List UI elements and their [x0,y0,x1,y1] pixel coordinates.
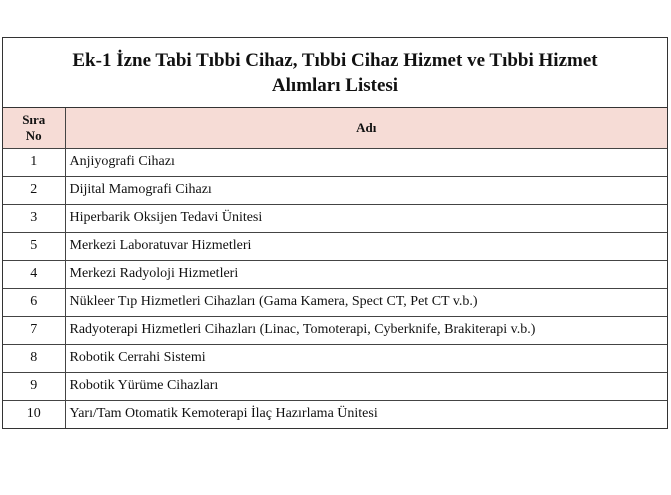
header-sira-label: Sıra [22,111,46,127]
row-number: 5 [3,232,65,260]
table-row [3,316,667,344]
table-row [3,344,667,372]
table-header-row [3,108,667,148]
table-row [3,148,667,176]
document-table-container [2,37,668,429]
row-number: 9 [3,372,65,400]
document-title-line-2: Alımları Listesi [271,74,399,96]
table-row [3,204,667,232]
device-list-table [3,108,667,428]
table-row [3,232,667,260]
row-name: Nükleer Tıp Hizmetleri Cihazları (Gama Kamera, Spect CT, Pet CT v.b.) [65,288,667,316]
row-name: Anjiyografi Cihazı [65,148,667,176]
row-number: 7 [3,316,65,344]
row-name: Hiperbarik Oksijen Tedavi Ünitesi [65,204,667,232]
table-row [3,400,667,428]
header-no-label: No [25,127,42,143]
header-sira-no [3,108,65,148]
row-name: Merkezi Laboratuvar Hizmetleri [65,232,667,260]
header-adi: Adı [65,108,667,148]
row-name: Robotik Yürüme Cihazları [65,372,667,400]
row-number: 4 [3,260,65,288]
row-number: 6 [3,288,65,316]
row-number: 1 [3,148,65,176]
row-name: Radyoterapi Hizmetleri Cihazları (Linac, Tomoterapi, Cyberknife, Brakiterapi v.b.) [65,316,667,344]
row-number: 2 [3,176,65,204]
title-box [3,38,667,108]
row-number: 8 [3,344,65,372]
table-row [3,260,667,288]
row-number: 10 [3,400,65,428]
table-row [3,288,667,316]
row-name: Dijital Mamografi Cihazı [65,176,667,204]
row-number: 3 [3,204,65,232]
table-row [3,176,667,204]
table-row [3,372,667,400]
row-name: Merkezi Radyoloji Hizmetleri [65,260,667,288]
row-name: Yarı/Tam Otomatik Kemoterapi İlaç Hazırlama Ünitesi [65,400,667,428]
document-title-line-1: Ek-1 İzne Tabi Tıbbi Cihaz, Tıbbi Cihaz Hizmet ve Tıbbi Hizmet [72,49,598,71]
row-name: Robotik Cerrahi Sistemi [65,344,667,372]
